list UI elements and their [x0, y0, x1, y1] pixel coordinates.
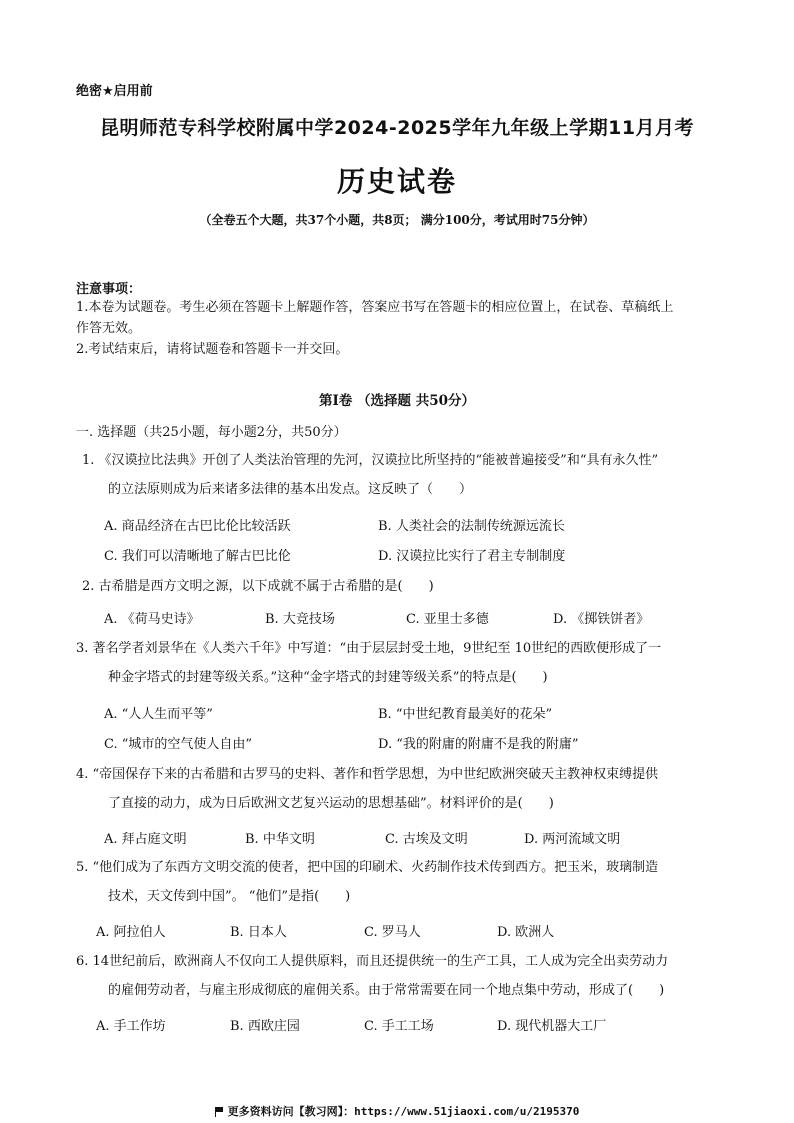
q1-option-d: D. 汉谟拉比实行了君主专制制度	[378, 549, 566, 564]
question-3-line-1: 3. 著名学者刘景华在《人类六千年》中写道：“由于层层封受土地，9世纪至 10世纪的西欧便形成了一	[76, 641, 662, 656]
q4-option-c: C. 古埃及文明	[385, 832, 468, 847]
q1-option-a: A. 商品经济在古巴比伦比较活跃	[104, 519, 291, 534]
part-title: 一. 选择题（共25小题，每小题2分，共50分）	[76, 425, 347, 440]
question-4	[76, 760, 726, 818]
notice-heading: 注意事项：	[76, 282, 142, 297]
footer-link[interactable]	[0, 1103, 794, 1119]
q5-option-c: C. 罗马人	[364, 925, 421, 940]
exam-title: 昆明师范专科学校附属中学2024-2025学年九年级上学期11月月考	[99, 117, 695, 139]
notice-item-1	[76, 297, 722, 339]
question-1	[76, 446, 726, 504]
question-4-line-2: 了直接的动力，成为日后欧洲文艺复兴运动的思想基础”。材料评价的是( )	[108, 796, 554, 811]
q5-option-a: A. 阿拉伯人	[96, 925, 166, 940]
question-3-line-2: 种金字塔式的封建等级关系。”这种“金字塔式的封建等级关系”的特点是( )	[108, 670, 548, 685]
question-5-line-1: 5. “他们成为了东西方文明交流的使者，把中国的印刷术、火药制作技术传到西方。把玉米，玻璃制造	[76, 860, 659, 875]
q4-option-b: B. 中华文明	[245, 832, 315, 847]
exam-info: （全卷五个大题，共37个小题，共8页； 满分100分，考试用时75分钟）	[199, 213, 595, 227]
q4-option-d: D. 两河流域文明	[524, 832, 621, 847]
q6-option-a: A. 手工作坊	[96, 1019, 166, 1034]
q6-option-b: B. 西欧庄园	[230, 1019, 300, 1034]
q3-option-b: B. “中世纪教育最美好的花朵”	[378, 707, 553, 722]
question-5	[76, 853, 726, 911]
subject-title: 历史试卷	[336, 165, 457, 198]
question-2	[76, 572, 726, 601]
question-6-line-1: 6. 14世纪前后，欧洲商人不仅向工人提供原料，而且还提供统一的生产工具，工人成为完全出卖劳动力	[76, 954, 669, 969]
question-2-line-1: 2. 古希腊是西方文明之源，以下成就不属于古希腊的是( )	[82, 579, 434, 594]
q2-option-a: A. 《荷马史诗》	[104, 612, 200, 627]
q2-option-b: B. 大竞技场	[265, 612, 335, 627]
q2-option-c: C. 亚里士多德	[406, 612, 489, 627]
question-3	[76, 634, 726, 692]
q5-option-d: D. 欧洲人	[497, 925, 555, 940]
question-1-line-2: 的立法原则成为后来诸多法律的基本出发点。这反映了（ ）	[108, 482, 473, 497]
confidential-label: 绝密★启用前	[76, 84, 153, 99]
q1-option-c: C. 我们可以清晰地了解古巴比伦	[104, 549, 291, 564]
q5-option-b: B. 日本人	[230, 925, 287, 940]
footer-text[interactable]: 更多资料访问【教习网】：https://www.51jiaoxi.com/u/2195370	[227, 1105, 580, 1118]
question-6	[76, 947, 726, 1005]
notice-item-1-line-2: 作答无效。	[76, 321, 142, 336]
q2-option-d: D. 《掷铁饼者》	[553, 612, 650, 627]
question-6-line-2: 的雇佣劳动者，与雇主形成彻底的雇佣关系。由于常常需要在同一个地点集中劳动，形成了( )	[108, 983, 665, 998]
q3-option-a: A. “人人生而平等”	[104, 707, 213, 722]
question-1-line-1: 1. 《汉谟拉比法典》开创了人类法治管理的先河，汉谟拉比所坚持的“能被普遍接受”和“具有永久性”	[82, 453, 659, 468]
notice-item-2: 2.考试结束后，请将试题卷和答题卡一并交回。	[76, 342, 349, 357]
q1-option-b: B. 人类社会的法制传统源远流长	[378, 519, 565, 534]
question-5-line-2: 技术，天文传到中国”。 “他们”是指( )	[108, 889, 351, 904]
q3-option-d: D. “我的附庸的附庸不是我的附庸”	[378, 737, 579, 752]
flag-icon	[215, 1107, 224, 1116]
section-title: 第Ⅰ卷 （选择题 共50分）	[318, 393, 475, 409]
q6-option-c: C. 手工工场	[364, 1019, 434, 1034]
notice-item-1-line-1: 1.本卷为试题卷。考生必须在答题卡上解题作答，答案应书写在答题卡的相应位置上，在试卷、草稿纸上	[76, 300, 674, 315]
q4-option-a: A. 拜占庭文明	[104, 832, 187, 847]
q6-option-d: D. 现代机器大工厂	[497, 1019, 607, 1034]
question-4-line-1: 4. “帝国保存下来的古希腊和古罗马的史料、著作和哲学思想，为中世纪欧洲突破天主教神权束缚提供	[76, 767, 659, 782]
q3-option-c: C. “城市的空气使人自由”	[104, 737, 253, 752]
